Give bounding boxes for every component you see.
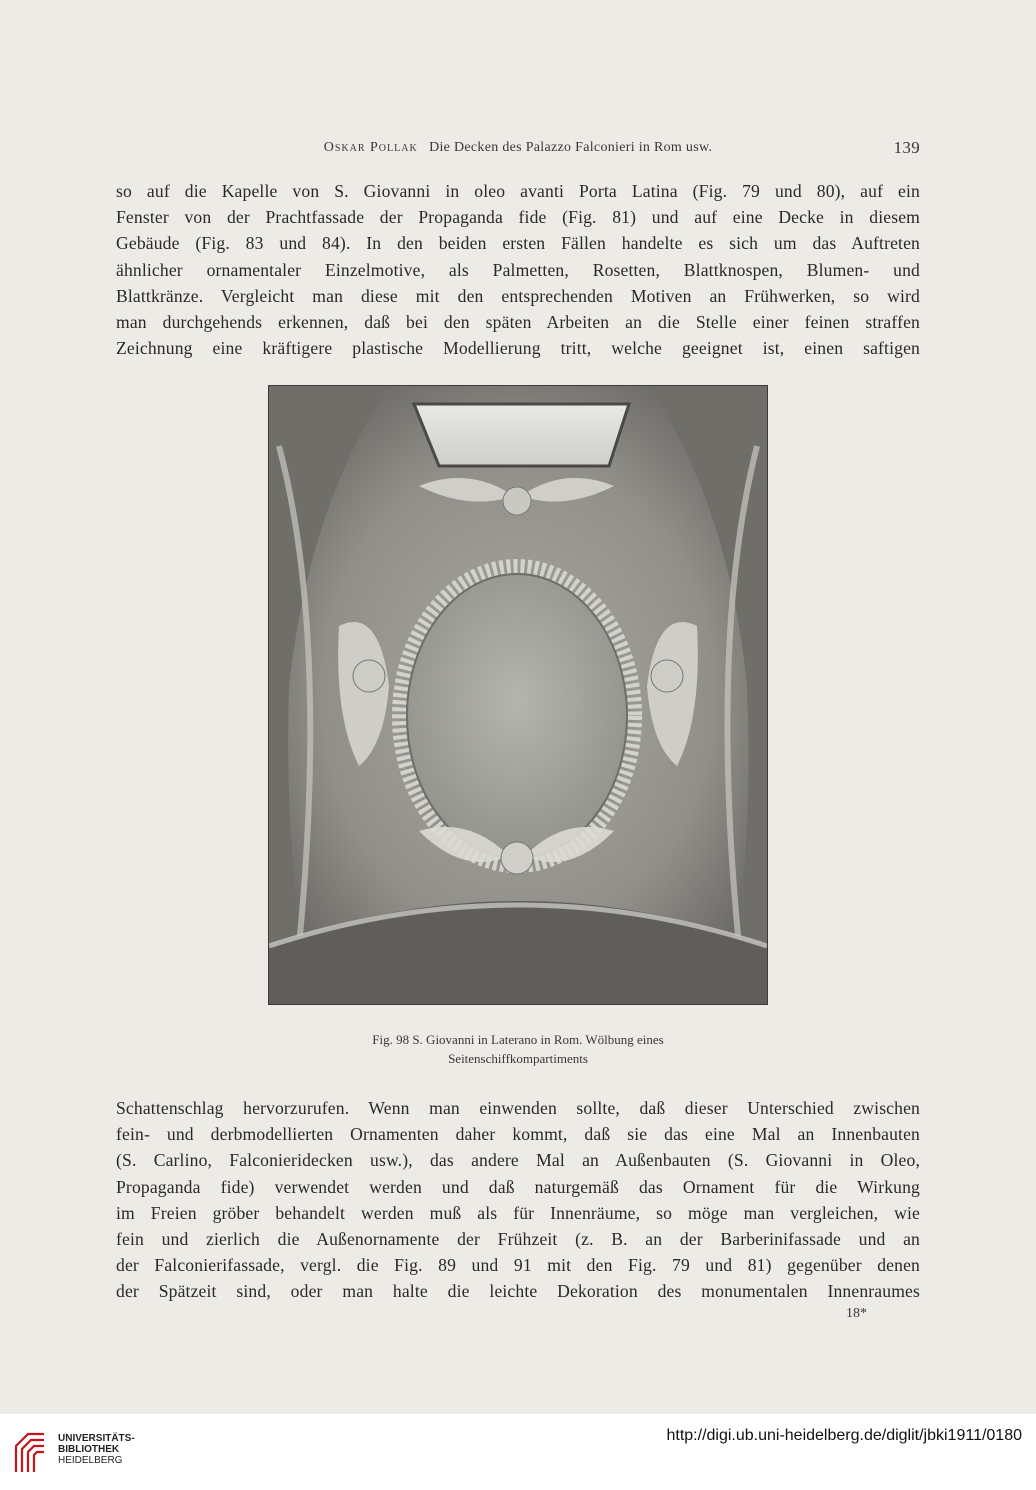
paragraph-top <box>116 178 920 361</box>
header-author: Oskar Pollak <box>323 140 418 155</box>
figure-caption <box>116 1030 920 1068</box>
text-line: Blattkränze. Vergleicht man diese mit den entsprechenden Motiven an Frühwerken, so wird <box>116 285 920 306</box>
footer-bar <box>0 1414 1036 1490</box>
vault-ceiling-photo <box>269 386 767 1004</box>
text-line: Schattenschlag hervorzurufen. Wenn man einwenden sollte, daß dieser Unterschied zwischen <box>116 1098 920 1118</box>
source-url-link[interactable]: http://digi.ub.uni-heidelberg.de/diglit/jbki1911/0180 <box>666 1427 1022 1444</box>
text-line: der Falconierifassade, vergl. die Fig. 89 und 91 mit den Fig. 79 und 81) gegenüber denen <box>116 1255 920 1276</box>
library-name <box>58 1433 135 1466</box>
header-title: Die Decken des Palazzo Falconieri in Rom usw. <box>429 140 713 155</box>
paragraph-bottom <box>116 1095 920 1305</box>
text-line: so auf die Kapelle von S. Giovanni in oleo avanti Porta Latina (Fig. 79 und 80), auf ein <box>116 181 920 201</box>
library-name-line: UNIVERSITÄTS- <box>58 1433 135 1444</box>
text-line: Propaganda fide) verwendet werden und daß naturgemäß das Ornament für die Wirkung <box>116 1176 920 1197</box>
library-name-line: HEIDELBERG <box>58 1455 123 1466</box>
text-line: fein- und derbmodellierten Ornamenten daher kommt, daß sie das eine Mal an Innenbauten <box>116 1124 920 1145</box>
page-number: 139 <box>893 138 920 157</box>
library-name-line: BIBLIOTHEK <box>58 1444 120 1455</box>
caption-line: Seitenschiffkompartiments <box>448 1051 588 1066</box>
text-line: (S. Carlino, Falconieridecken usw.), das andere Mal an Außenbauten (S. Giovanni in Oleo, <box>116 1150 920 1171</box>
library-logo-icon <box>14 1432 50 1474</box>
text-line: man durchgehends erkennen, daß bei den späten Arbeiten an die Stelle einer feinen straffen <box>116 312 920 333</box>
running-title <box>116 140 920 156</box>
text-line: Gebäude (Fig. 83 und 84). In den beiden ersten Fällen handelte es sich um das Auftreten <box>116 233 920 254</box>
text-line: Zeichnung eine kräftigere plastische Modellierung tritt, welche geeignet ist, einen saftigen <box>116 338 920 359</box>
text-line: fein und zierlich die Außenornamente der Frühzeit (z. B. an der Barberinifassade und an <box>116 1229 920 1250</box>
text-line: Fenster von der Prachtfassade der Propaganda fide (Fig. 81) und auf eine Decke in diesem <box>116 207 920 228</box>
caption-line: Fig. 98 S. Giovanni in Laterano in Rom. Wölbung eines <box>372 1032 664 1047</box>
figure-photograph <box>268 385 768 1005</box>
signature-mark: 18* <box>846 1306 867 1321</box>
text-line: im Freien gröber behandelt werden muß als für Innenräume, so möge man vergleichen, wie <box>116 1202 920 1223</box>
text-line: der Spätzeit sind, oder man halte die leichte Dekoration des monumentalen Innenraumes <box>116 1281 920 1302</box>
text-line: ähnlicher ornamentaler Einzelmotive, als Palmetten, Rosetten, Blattknospen, Blumen- und <box>116 259 920 280</box>
